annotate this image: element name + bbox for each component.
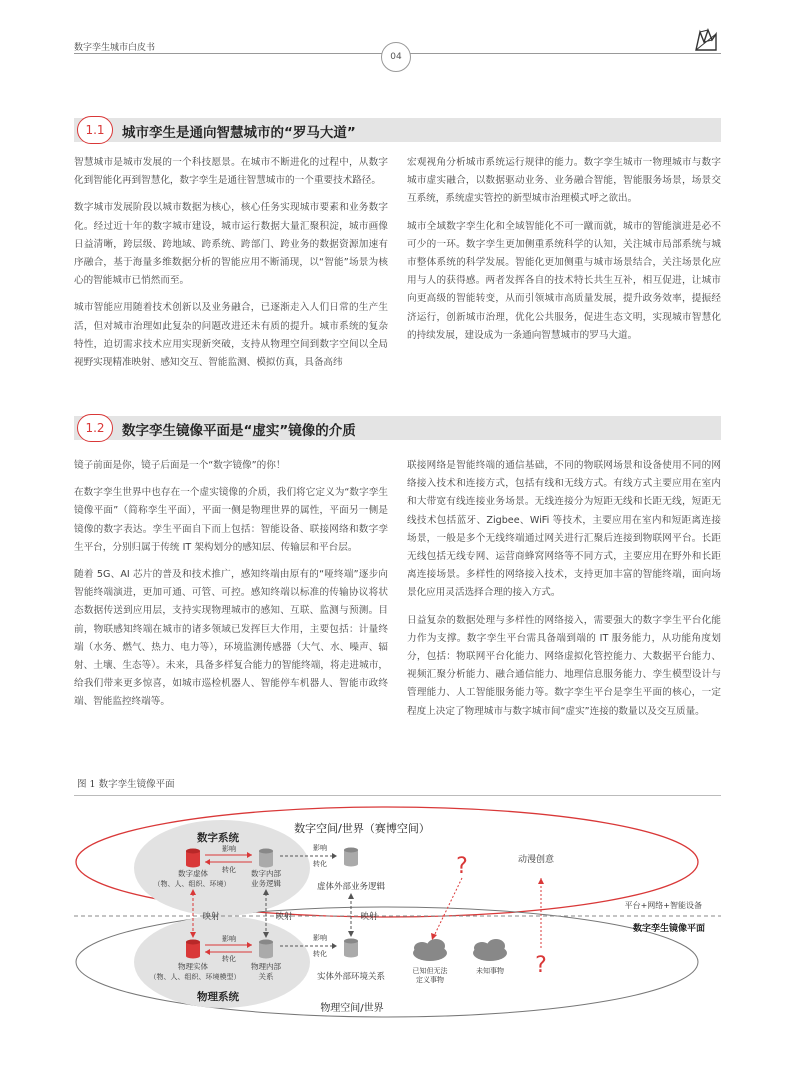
digital-entity-sub-label: （物、人、组织、环境） <box>153 880 231 888</box>
section-title: 城市孪生是通向智慧城市的“罗马大道” <box>122 125 356 141</box>
section-number: 1.1 <box>77 116 113 144</box>
transform-label: 转化 <box>313 860 327 868</box>
paragraph: 联接网络是智能终端的通信基础，不同的物联网场景和设备使用不同的网络接入技术和连接方式，包括有线和无线方式。有线方式主要应用在室内和大带宽有线连接业务场景。无线连接分为短距无线和长距无线，短距无线技术包括蓝牙、Zigbee、WiFi 等技术，主要应用在室内和短距离连接场景，一般是多个无线终端通过网关进行汇聚后连接到物联网平台。长距无线包括无线专网、运营商蜂窝网络等不同方式，主要应用在野外和长距离连接场景。多样性的网络接入技术，支持更加丰富的智能终端，面向场景化应用灵活选择合理的接入方式。 <box>407 460 721 599</box>
influence-label: 影响 <box>222 935 236 943</box>
question-mark: ? <box>456 854 468 879</box>
virtual-external-label: 虚体外部业务逻辑 <box>316 882 386 892</box>
paragraph: 城市全域数字孪生化和全域智能化不可一蹴而就，城市的智能演进是必不可少的一环。数字孪生更加侧重系统科学的认知，关注城市局部系统与城市整体系统的科学发展。智能化更加侧重与城市场景结合，关注场景化应用与人的获得感。两者发挥各自的技术特长共生互补，相互促进，让城市向更高级的智能转变，从而引领城市高质量发展，提升政务效率，提振经济运行，创新城市治理，优化公共服务，促进生态文明，实现城市智慧化的持续发展，建设成为一条通向智慧城市的罗马大道。 <box>407 220 721 341</box>
physical-world-label: 物理空间/世界 <box>320 1003 384 1014</box>
physical-system-label: 物理系统 <box>197 991 239 1003</box>
digital-system-label: 数字系统 <box>197 832 239 844</box>
physical-entity-sub-label: （物、人、组织、环境模型） <box>149 973 241 981</box>
digital-inner-database-icon <box>259 849 273 868</box>
known-undefined-label: 已知但无法 <box>412 967 448 975</box>
transform-label: 转化 <box>222 866 236 874</box>
question-mark: ? <box>535 953 547 978</box>
physical-inner-label: 物理内部 <box>251 962 281 971</box>
section-number: 1.2 <box>77 414 113 442</box>
mapping-label: 映射 <box>275 912 293 922</box>
mirror-plane-label: 数字孪生镜像平面 <box>632 924 705 934</box>
anime-creativity-label: 动漫创意 <box>517 855 555 865</box>
paragraph: 在数字孪生世界中也存在一个虚实镜像的介质，我们将它定义为“数字孪生镜像平面”（简称孪生平面），平面一侧是物理世界的属性，平面另一侧是镜像的数字表达。孪生平面自下而上包括：智能设备、联接网络和数字孪生平台，分别归属于传统 IT 架构划分的感知层、传输层和平台层。 <box>74 487 388 553</box>
paragraph: 智慧城市是城市发展的一个科技愿景。在城市不断进化的过程中，从数字化到智能化再到智慧化，数字孪生是通往智慧城市的一个重要技术路径。 <box>74 157 388 187</box>
cloud-icon <box>473 939 507 961</box>
physical-inner-database-icon <box>259 940 273 959</box>
physical-entity-label: 物理实体 <box>178 962 208 971</box>
virtual-external-database-icon <box>344 848 358 867</box>
mapping-label: 映射 <box>360 912 378 922</box>
transform-label: 转化 <box>313 950 327 958</box>
known-undefined-label-2: 定义事物 <box>416 976 444 984</box>
digital-inner-label-2: 业务逻辑 <box>251 879 281 888</box>
entity-external-database-icon <box>344 939 358 958</box>
influence-label: 影响 <box>313 934 327 942</box>
physical-entity-database-icon <box>186 940 200 959</box>
paragraph: 城市智能应用随着技术创新以及业务融合，已逐渐走入人们日常的生产生活，但对城市治理如此复杂的问题改进还未有质的提升。城市系统的复杂特性，迫切需求技术应用实现新突破，支持从物理空间到数字空间以全局视野实现精准映射、感知交互、智能监测、模拟仿真，具备高纬 <box>74 302 388 369</box>
paragraph: 随着 5G、AI 芯片的普及和技术推广，感知终端由原有的“哑终端”逐步向智能终端演进，更加可通、可管、可控。感知终端以标准的传输协议将状态数据传送到应用层，支持实现物理城市的感知、互联、监测与预测。目前，物联感知终端在城市的诸多领域已发挥巨大作用，主要包括：计量终端（水务、燃气、热力、电力等），环境监测传感器（大气、水、噪声、辐射、土壤、生态等）。未来，具备多样复合能力的智能终端，将走进城市，给我们带来更多惊喜，如城市巡检机器人、智能停车机器人、智能市政终端、智能监控终端等。 <box>74 569 388 708</box>
physical-inner-label-2: 关系 <box>258 972 274 981</box>
paragraph: 日益复杂的数据处理与多样性的网络接入，需要强大的数字孪生平台化能力作为支撑。数字孪生平台需具备端到端的 IT 服务能力，从功能角度划分，包括：物联网平台化能力、网络虚拟化管控能力、大数据平台能力、视频汇聚分析能力、融合通信能力、地理信息服务能力、孪生模型设计与管理能力、人工智能服务能力等。数字孪生平台是孪生平面的核心，一定程度上决定了物理城市与数字城市间“虚实”连接的数量以及交互质量。 <box>407 614 721 717</box>
cloud-icon <box>413 939 447 961</box>
digital-entity-database-icon <box>186 849 200 868</box>
influence-label: 影响 <box>222 845 236 853</box>
figure-caption: 图 1 数字孪生镜像平面 <box>77 779 175 790</box>
paragraph: 宏观视角分析城市系统运行规律的能力。数字孪生城市一物理城市与数字城市虚实融合，以数据驱动业务、业务融合智能，智能服务场景，场景交互系统，系统虚实管控的新型城市治理模式呼之欲出。 <box>407 157 721 205</box>
section-title: 数字孪生镜像平面是“虚实”镜像的介质 <box>122 423 356 439</box>
document-title: 数字孪生城市白皮书 <box>74 43 156 53</box>
digital-inner-label: 数字内部 <box>251 869 281 878</box>
mapping-label: 映射 <box>202 912 220 922</box>
digital-world-label: 数字空间/世界（赛博空间） <box>294 822 430 835</box>
influence-label: 影响 <box>313 844 327 852</box>
entity-external-label: 实体外部环境关系 <box>316 972 386 982</box>
transform-label: 转化 <box>222 955 236 963</box>
platform-label: 平台+网络+智能设备 <box>624 901 702 910</box>
unknown-label: 未知事物 <box>476 967 504 975</box>
paragraph: 镜子前面是你，镜子后面是一个“数字镜像”的你！ <box>74 460 286 471</box>
paragraph: 数字城市发展阶段以城市数据为核心，核心任务实现城市要素和业务数字化。经过近十年的数字城市建设，城市运行数据大量汇聚积淀，城市画像日益清晰，跨层级、跨地域、跨系统、跨部门、跨业务的数据资源加速有序融合，基于海量多维数据分析的智能应用不断涌现，以“智能”场景为核心的智能城市已悄然而至。 <box>74 202 388 287</box>
page-number: 04 <box>381 42 411 72</box>
digital-entity-label: 数字虚体 <box>178 869 208 878</box>
